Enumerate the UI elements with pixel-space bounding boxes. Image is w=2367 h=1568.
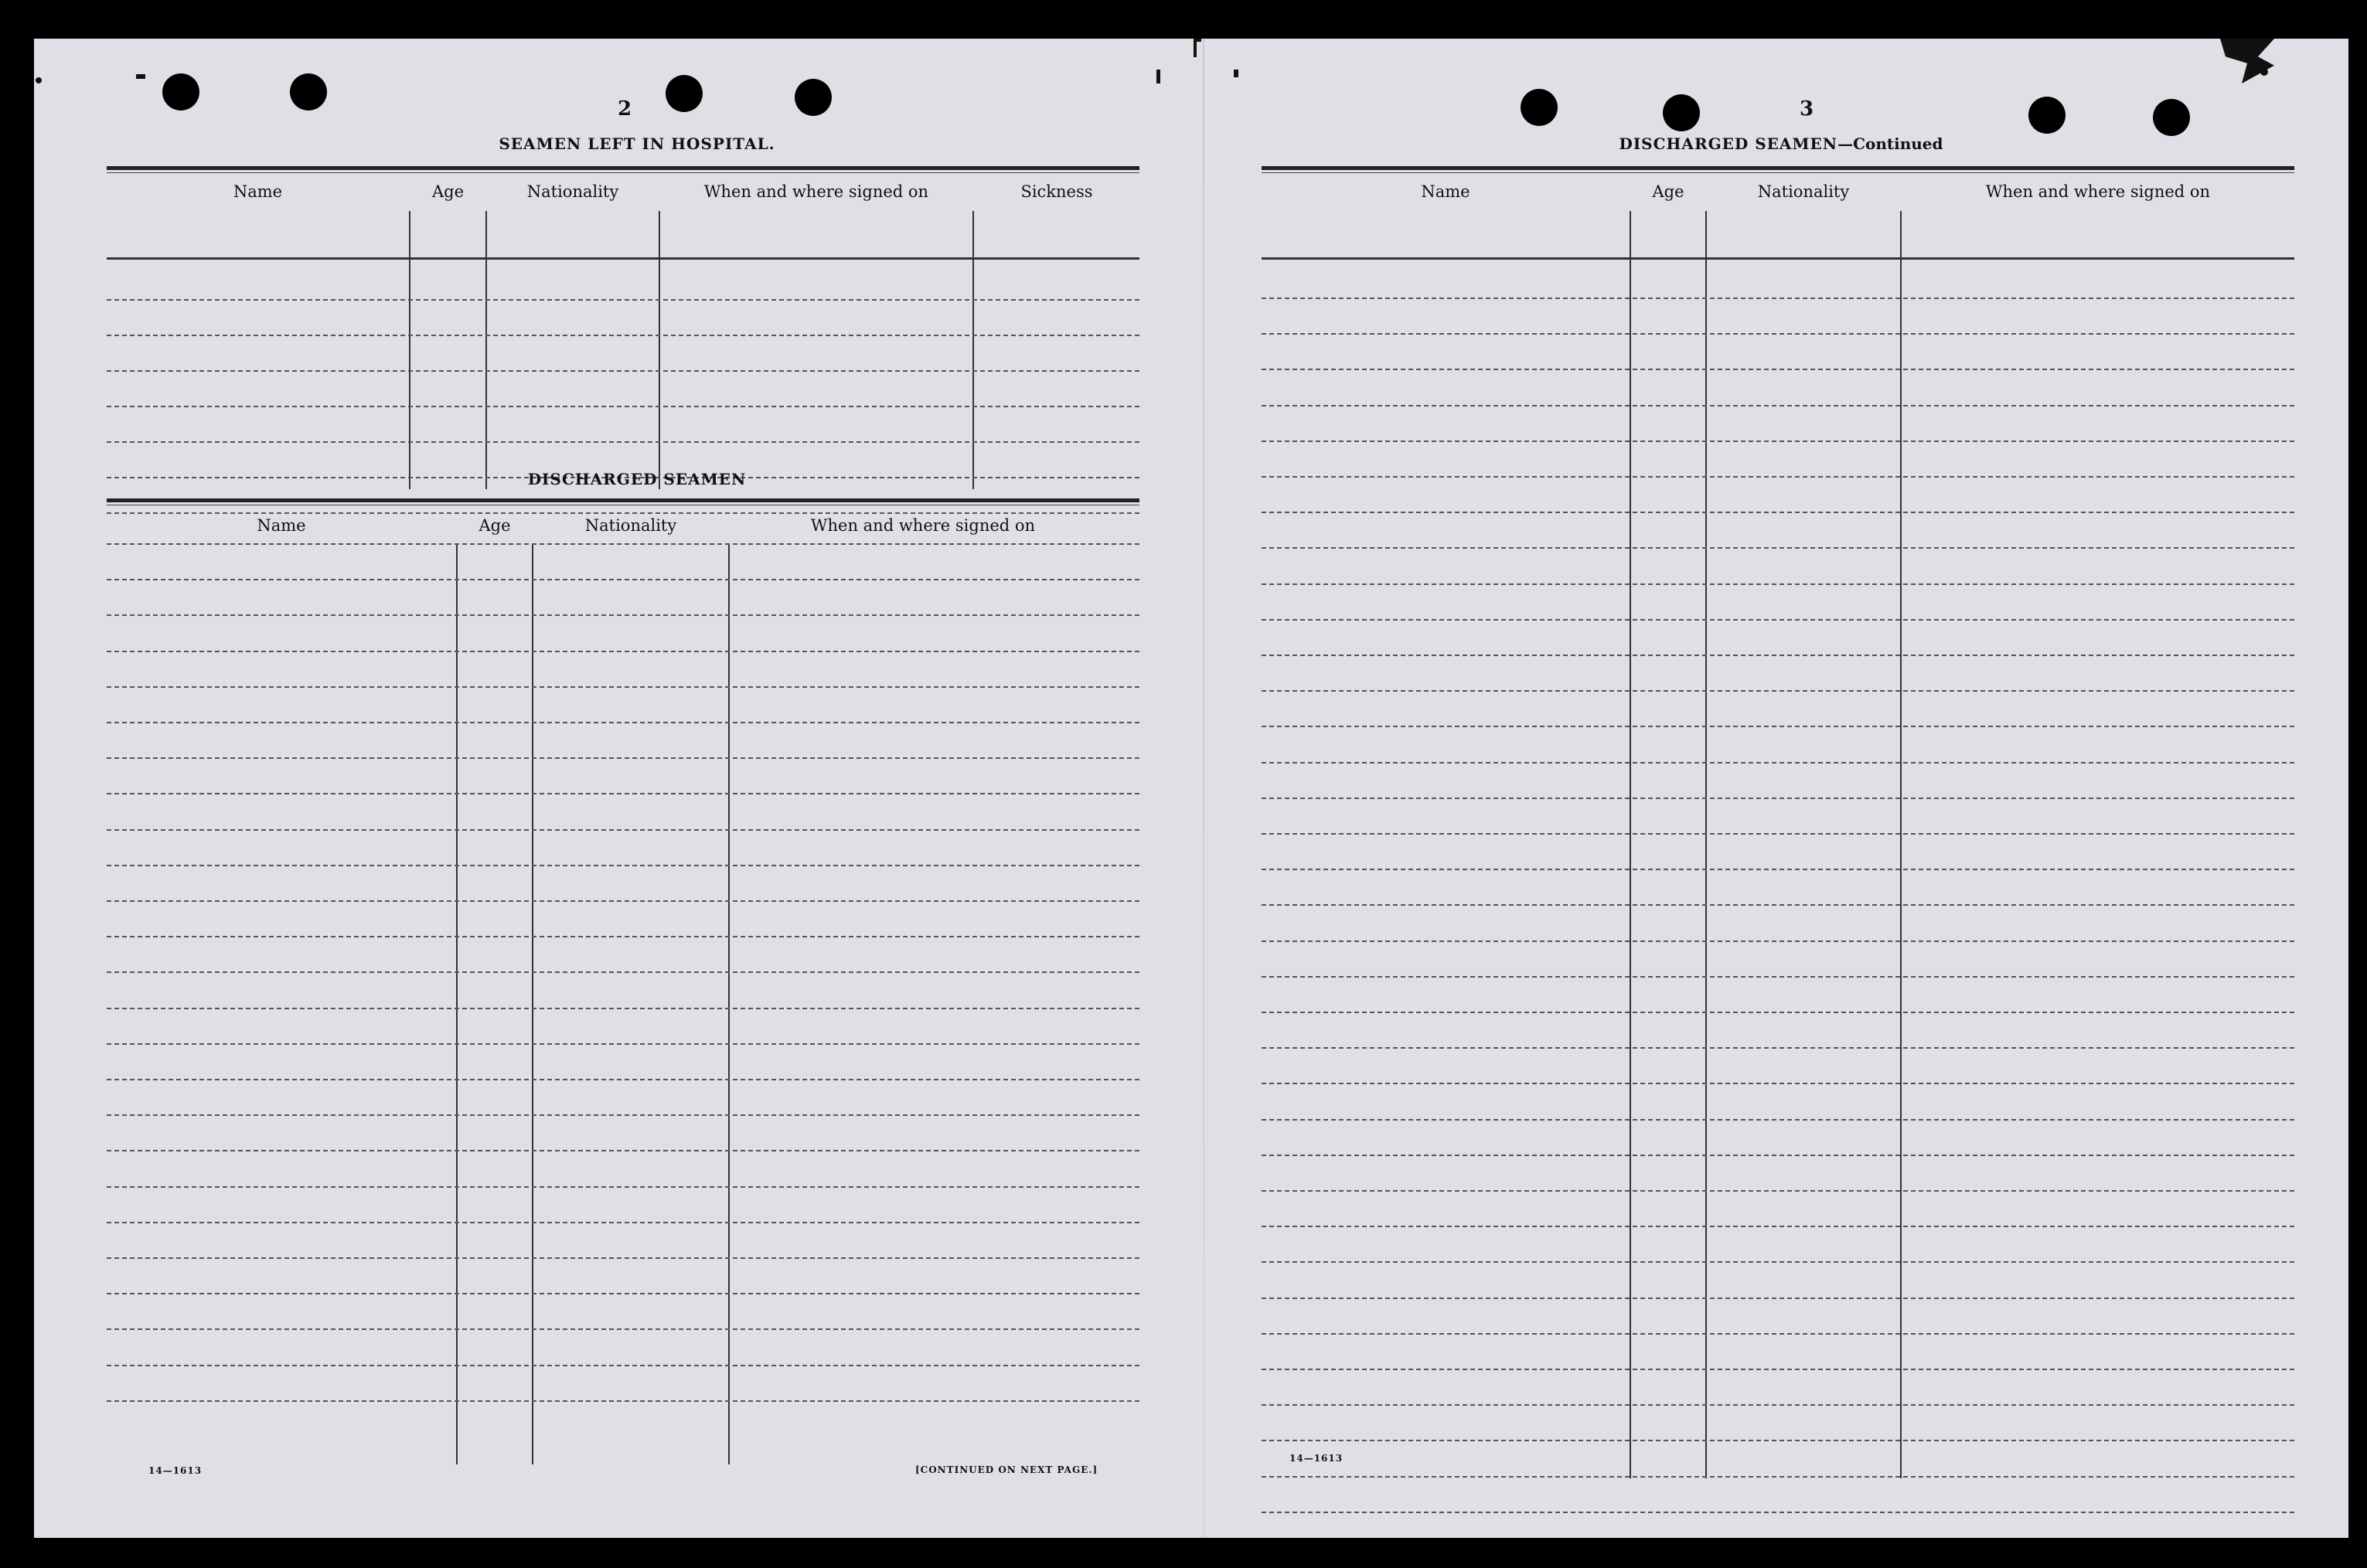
table-row <box>1262 512 2294 513</box>
paper-tear <box>2220 39 2274 83</box>
right-section-title-suffix: —Continued <box>1837 134 1943 153</box>
table-row <box>1262 333 2294 335</box>
column-divider <box>532 543 533 1464</box>
table-row <box>107 1186 1139 1188</box>
paper-speck <box>1156 70 1160 83</box>
table-row <box>1262 690 2294 692</box>
right-header-age: Age <box>1652 182 1684 201</box>
table-row <box>107 865 1139 866</box>
table-top-rule <box>1262 166 2294 170</box>
table-row <box>107 971 1139 973</box>
left-form-code: 14—1613 <box>148 1465 203 1476</box>
table-header-rule <box>107 257 1139 260</box>
table-top-rule-thin <box>1262 172 2294 173</box>
punch-hole <box>795 79 832 116</box>
table-row <box>1262 940 2294 942</box>
punch-hole <box>1663 94 1700 131</box>
discharged-table-left <box>107 498 1139 1457</box>
table-row <box>107 936 1139 937</box>
hospital-header-nationality: Nationality <box>526 182 619 201</box>
table-row <box>107 1328 1139 1330</box>
punch-hole <box>2153 99 2190 136</box>
table-row <box>1262 298 2294 299</box>
hospital-table <box>107 166 1139 489</box>
table-row <box>107 722 1139 723</box>
table-row <box>1262 655 2294 656</box>
table-row <box>1262 1083 2294 1084</box>
table-row <box>1262 904 2294 906</box>
hospital-section-title: SEAMEN LEFT IN HOSPITAL. <box>499 134 775 153</box>
discharged-table-right <box>1262 166 2294 1480</box>
table-row <box>1262 1226 2294 1227</box>
table-row <box>107 370 1139 372</box>
column-divider <box>972 211 974 489</box>
hospital-header-signed-on: When and where signed on <box>703 182 929 201</box>
table-row <box>107 757 1139 759</box>
punch-hole <box>2028 97 2066 134</box>
table-row <box>1262 369 2294 370</box>
table-row <box>107 1257 1139 1259</box>
right-section-title-main: DISCHARGED SEAMEN <box>1619 134 1838 153</box>
table-row <box>107 579 1139 580</box>
document-sheet <box>34 39 2348 1538</box>
paper-speck <box>1194 39 1201 42</box>
table-row <box>107 1365 1139 1366</box>
discharged-header-signed-on: When and where signed on <box>810 516 1036 535</box>
table-row <box>107 614 1139 616</box>
table-row <box>1262 476 2294 478</box>
punch-hole <box>1521 89 1558 126</box>
hospital-header-sickness: Sickness <box>1020 182 1093 201</box>
table-row <box>1262 798 2294 799</box>
table-row <box>107 1114 1139 1116</box>
table-row <box>107 406 1139 407</box>
discharged-header-name: Name <box>257 516 306 535</box>
punch-hole <box>290 73 327 111</box>
table-header-rule <box>1262 257 2294 260</box>
table-top-rule <box>107 498 1139 502</box>
paper-speck <box>2260 68 2268 76</box>
table-row <box>107 1079 1139 1080</box>
column-divider <box>456 543 458 1464</box>
table-row <box>107 441 1139 443</box>
right-section-title <box>1580 134 1982 153</box>
table-row <box>1262 762 2294 764</box>
table-row <box>107 1222 1139 1223</box>
table-row <box>1262 1261 2294 1263</box>
table-row <box>1262 583 2294 585</box>
table-row <box>1262 619 2294 621</box>
table-row <box>1262 405 2294 406</box>
table-row <box>1262 976 2294 978</box>
table-row <box>107 1400 1139 1402</box>
table-row <box>1262 1404 2294 1406</box>
table-row <box>107 1150 1139 1151</box>
discharged-header-age: Age <box>479 516 511 535</box>
table-row <box>1262 1333 2294 1335</box>
right-header-nationality: Nationality <box>1757 182 1850 201</box>
table-row <box>1262 1190 2294 1192</box>
hospital-header-age: Age <box>431 182 465 201</box>
table-row <box>1262 1047 2294 1049</box>
right-form-code: 14—1613 <box>1289 1453 1344 1464</box>
hospital-header-name: Name <box>233 182 283 201</box>
table-row <box>1262 1512 2294 1513</box>
continued-note: [CONTINUED ON NEXT PAGE.] <box>915 1464 1098 1475</box>
table-row <box>1262 726 2294 727</box>
table-row <box>1262 1012 2294 1013</box>
table-row <box>1262 440 2294 442</box>
column-divider <box>485 211 487 489</box>
column-divider <box>728 543 730 1464</box>
column-divider <box>1705 211 1707 1478</box>
table-top-rule <box>107 166 1139 170</box>
discharged-header-nationality: Nationality <box>584 516 677 535</box>
paper-speck <box>136 74 145 79</box>
table-top-rule-thin <box>107 172 1139 173</box>
column-divider <box>1900 211 1902 1478</box>
table-row <box>107 1008 1139 1009</box>
discharged-section-title: DISCHARGED SEAMEN <box>527 470 747 488</box>
punch-hole <box>162 73 199 111</box>
table-row <box>1262 1440 2294 1441</box>
table-row <box>107 1293 1139 1294</box>
right-header-name: Name <box>1421 182 1470 201</box>
table-row <box>107 335 1139 336</box>
left-page-number: 2 <box>617 97 632 121</box>
table-row <box>1262 869 2294 870</box>
column-divider <box>659 211 660 489</box>
table-row <box>1262 1476 2294 1478</box>
paper-speck <box>36 77 42 83</box>
table-row <box>107 686 1139 688</box>
right-header-signed-on: When and where signed on <box>1985 182 2211 201</box>
table-row <box>1262 1155 2294 1156</box>
table-row <box>107 299 1139 301</box>
table-row <box>107 900 1139 902</box>
table-row <box>1262 1298 2294 1299</box>
table-row <box>107 793 1139 794</box>
right-page-number: 3 <box>1799 97 1814 121</box>
table-row <box>1262 1119 2294 1121</box>
table-row <box>107 1043 1139 1045</box>
table-row <box>107 543 1139 545</box>
table-row <box>107 651 1139 652</box>
column-divider <box>409 211 410 489</box>
table-row <box>107 829 1139 831</box>
table-row <box>1262 1369 2294 1370</box>
table-row <box>1262 833 2294 835</box>
page-fold <box>1203 39 1204 1538</box>
table-row <box>1262 547 2294 549</box>
paper-speck <box>1234 70 1238 77</box>
column-divider <box>1630 211 1631 1478</box>
punch-hole <box>666 75 703 112</box>
